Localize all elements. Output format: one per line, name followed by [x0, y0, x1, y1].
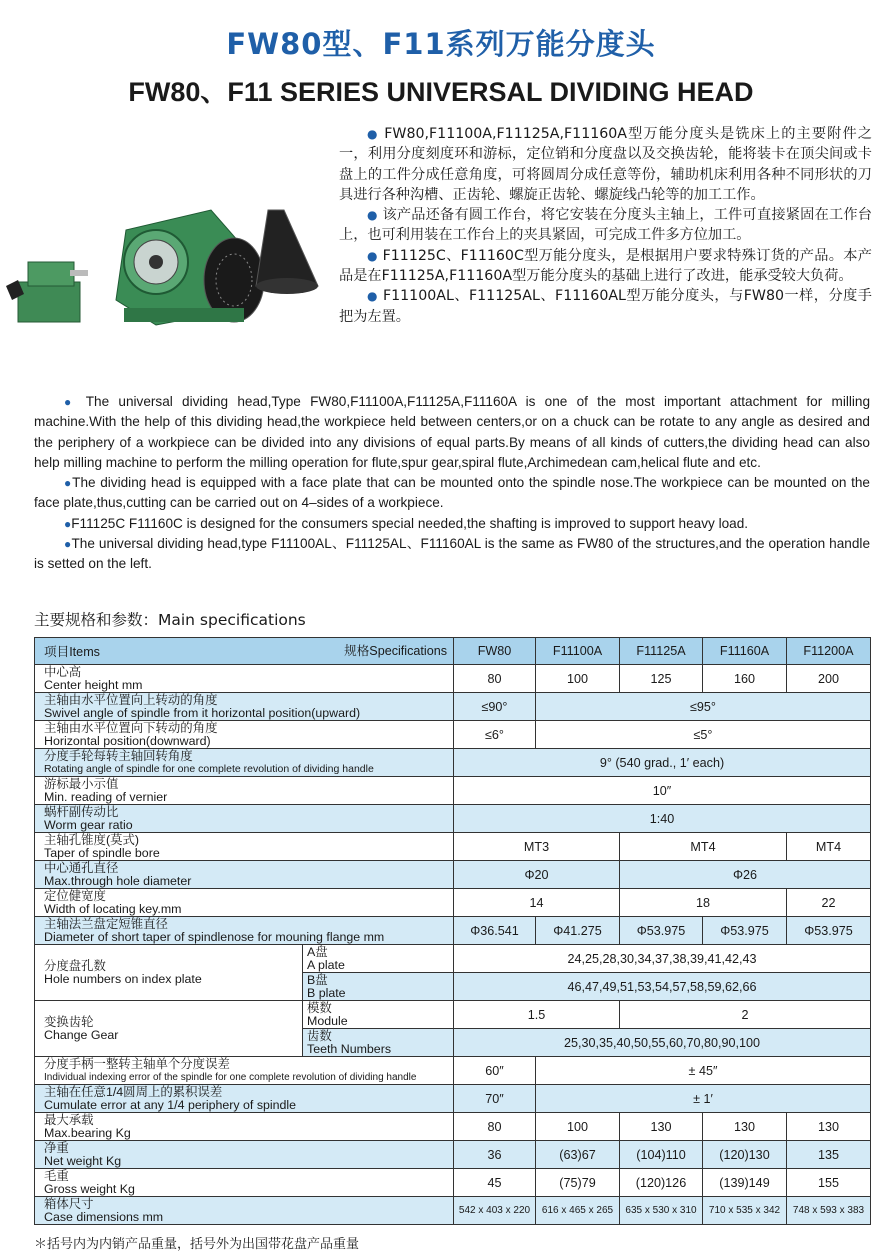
cn-paragraph-4: ● F11100AL、F11125AL、F11160AL型万能分度头，与FW80一样，分度手把为左置。 — [339, 288, 872, 325]
sub-label: 齿数 Teeth Numbers — [303, 1029, 454, 1057]
sub-label: 模数 Module — [303, 1001, 454, 1029]
row-label: 中心通孔直径 Max.through hole diameter — [35, 861, 454, 889]
bullet-icon: ● — [64, 516, 72, 531]
cell: ≤5° — [536, 721, 871, 749]
row-label: 蜗杆副传动比 Worm gear ratio — [35, 805, 454, 833]
cell: 135 — [787, 1141, 871, 1169]
cell: ± 1′ — [536, 1085, 871, 1113]
row-label: 最大承载 Max.bearing Kg — [35, 1113, 454, 1141]
table-row — [35, 693, 871, 721]
cell: 100 — [536, 665, 620, 693]
cell: Φ53.975 — [787, 917, 871, 945]
dividing-head-base — [124, 308, 244, 322]
cell: 36 — [454, 1141, 536, 1169]
en-paragraph-3: ●F11125C F11160C is designed for the consumers special needed,the shafting is improved to support heavy load. — [64, 515, 749, 531]
cell: 1.5 — [454, 1001, 620, 1029]
bullet-icon: ● — [64, 537, 72, 552]
page-title-chinese: FW80型、F11系列万能分度头 — [226, 27, 656, 61]
cell: 45 — [454, 1169, 536, 1197]
cell: 635 x 530 x 310 — [620, 1197, 703, 1225]
cn-paragraph-3: ● F11125C、F11160C型万能分度头，是根据用户要求特殊订货的产品。本产品是在F11125A,F11160A型万能分度头的基础上进行了改进，能承受较大负荷。 — [339, 247, 872, 285]
row-label: 主轴法兰盘定短锥直径 Diameter of short taper of spindlenose for mouning flange mm — [35, 917, 454, 945]
cell: (120)130 — [703, 1141, 787, 1169]
cell: MT4 — [620, 833, 787, 861]
table-row — [35, 917, 871, 945]
spindle-bore — [149, 255, 163, 269]
model-header: F11100A — [536, 638, 620, 665]
cell: 710 x 535 x 342 — [703, 1197, 787, 1225]
row-label: 净重 Net weight Kg — [35, 1141, 454, 1169]
cell: 22 — [787, 889, 871, 917]
cell: 25,30,35,40,50,55,60,70,80,90,100 — [454, 1029, 871, 1057]
cell: MT3 — [454, 833, 620, 861]
bullet-icon: ● — [367, 127, 379, 141]
cell: 130 — [787, 1113, 871, 1141]
cell: 125 — [620, 665, 703, 693]
row-label: 中心高 Center height mm — [35, 665, 454, 693]
table-row — [35, 1141, 871, 1169]
sub-label: A盘 A plate — [303, 945, 454, 973]
model-header: F11160A — [703, 638, 787, 665]
cell: Φ41.275 — [536, 917, 620, 945]
cell: 80 — [454, 1113, 536, 1141]
cell: (104)110 — [620, 1141, 703, 1169]
model-header: F11125A — [620, 638, 703, 665]
row-label: 主轴由水平位置向上转动的角度 Swivel angle of spindle from it horizontal position(upward) — [35, 693, 454, 721]
change-gear-base — [256, 278, 318, 294]
cell: (139)149 — [703, 1169, 787, 1197]
table-row — [35, 1169, 871, 1197]
cell: 200 — [787, 665, 871, 693]
header-specs: 规格Specifications — [344, 644, 447, 658]
cell: 100 — [536, 1113, 620, 1141]
english-description — [34, 392, 870, 575]
table-row — [35, 1057, 871, 1085]
cell: 18 — [620, 889, 787, 917]
row-label: 变换齿轮 Change Gear — [35, 1001, 303, 1057]
sub-label: B盘 B plate — [303, 973, 454, 1001]
cell: 130 — [620, 1113, 703, 1141]
row-label: 分度盘孔数 Hole numbers on index plate — [35, 945, 303, 1001]
table-row — [35, 945, 871, 973]
cell: ≤95° — [536, 693, 871, 721]
cn-paragraph-2: ● 该产品还备有圆工作台，将它安装在分度头主轴上，工件可直接紧固在工作台上，也可利用装在工作台上的夹具紧固，可完成工件多方位加工。 — [339, 207, 872, 244]
header-items-cell — [35, 638, 454, 665]
table-row — [35, 861, 871, 889]
cell: ≤90° — [454, 693, 536, 721]
chinese-description — [339, 124, 872, 327]
bullet-icon: ● — [367, 208, 378, 223]
change-gear-cone — [256, 210, 318, 286]
cell: 46,47,49,51,53,54,57,58,59,62,66 — [454, 973, 871, 1001]
cell: 155 — [787, 1169, 871, 1197]
table-row — [35, 805, 871, 833]
cell: 70″ — [454, 1085, 536, 1113]
cell: 80 — [454, 665, 536, 693]
cell: (75)79 — [536, 1169, 620, 1197]
en-paragraph-1: ● The universal dividing head,Type FW80,F11100A,F11125A,F11160A is one of the most important attachment for milling machine.With the help of this dividing head,the workpiece held between centers,or on a chuck can be rotate to any angle as desired and the periphery of a workpiece can be divided into any divisions of equal parts.By means of all kinds of cutters,the dividing head can also help milling machine to perform the milling operation for flute,spur gear,spiral flute,Archimedean cam,helical flute and etc. — [34, 394, 871, 470]
bullet-icon: ● — [64, 395, 77, 409]
cell: 24,25,28,30,34,37,38,39,41,42,43 — [454, 945, 871, 973]
cell: 542 x 403 x 220 — [454, 1197, 536, 1225]
page-title-english: FW80、F11 SERIES UNIVERSAL DIVIDING HEAD — [128, 77, 754, 107]
cell: 616 x 465 x 265 — [536, 1197, 620, 1225]
table-row — [35, 777, 871, 805]
table-row — [35, 1197, 871, 1225]
cell: (120)126 — [620, 1169, 703, 1197]
cell: 130 — [703, 1113, 787, 1141]
header-items: 项目Items — [44, 645, 100, 659]
table-row — [35, 721, 871, 749]
row-label: 定位健宽度 Width of locating key.mm — [35, 889, 454, 917]
row-label: 主轴孔锥度(莫式) Taper of spindle bore — [35, 833, 454, 861]
row-label: 主轴在任意1/4圆周上的累积误差 Cumulate error at any 1/4 periphery of spindle — [35, 1085, 454, 1113]
tailstock-base — [18, 282, 80, 322]
cell: 10″ — [454, 777, 871, 805]
en-paragraph-2: ●The dividing head is equipped with a face plate that can be mounted onto the spindle nose.The workpiece can be mounted on the face plate,thus,cutting can be carried out on 4–sides of a workpiece. — [34, 475, 870, 511]
table-row — [35, 1113, 871, 1141]
model-header: F11200A — [787, 638, 871, 665]
table-header-row — [35, 638, 871, 665]
table-row — [35, 665, 871, 693]
cn-paragraph-1: ● FW80,F11100A,F11125A,F11160A型万能分度头是铣床上的主要附件之一，利用分度刻度环和游标，定位销和分度盘以及交换齿轮，能将装卡在顶尖间或卡盘上的工件分成任意角度，可将圆周分成任意等份，辅助机床利用各种不同形状的刀具进行各种沟槽、正齿轮、螺旋正齿轮、螺旋线凸轮等的加工工作。 — [339, 126, 872, 203]
cell: 2 — [620, 1001, 871, 1029]
cell: 14 — [454, 889, 620, 917]
table-row — [35, 833, 871, 861]
row-label: 主轴由水平位置向下转动的角度 Horizontal position(downward) — [35, 721, 454, 749]
cell: Φ20 — [454, 861, 620, 889]
cell: Φ26 — [620, 861, 871, 889]
cell: ± 45″ — [536, 1057, 871, 1085]
en-paragraph-4: ●The universal dividing head,type F11100AL、F11125AL、F11160AL is the same as FW80 of the structures,and the operation handle is setted on the left. — [34, 536, 870, 572]
cell: 60″ — [454, 1057, 536, 1085]
tailstock-center — [70, 270, 88, 276]
cell: ≤6° — [454, 721, 536, 749]
cell: MT4 — [787, 833, 871, 861]
table-row — [35, 1001, 871, 1029]
spec-table — [34, 637, 871, 1225]
tailstock-top — [28, 262, 74, 286]
bullet-icon: ● — [367, 248, 378, 263]
bullet-icon: ● — [367, 289, 378, 304]
cell: Φ53.975 — [703, 917, 787, 945]
cell: 1:40 — [454, 805, 871, 833]
table-row — [35, 889, 871, 917]
cell: 160 — [703, 665, 787, 693]
table-row — [35, 749, 871, 777]
row-label: 分度手柄一整转主轴单个分度误差 Individual indexing error of the spindle for one complete revolution of dividing handle — [35, 1057, 454, 1085]
bullet-icon: ● — [64, 476, 73, 491]
model-header: FW80 — [454, 638, 536, 665]
cell: 9° (540 grad., 1′ each) — [454, 749, 871, 777]
row-label: 毛重 Gross weight Kg — [35, 1169, 454, 1197]
row-label: 分度手轮每转主轴回转角度 Rotating angle of spindle for one complete revolution of dividing handle — [35, 749, 454, 777]
footnote: ＊括号内为内销产品重量，括号外为出国带花盘产品重量 — [34, 1237, 360, 1252]
dividing-head-product-image — [6, 190, 332, 350]
cell: 748 x 593 x 383 — [787, 1197, 871, 1225]
row-label: 箱体尺寸 Case dimensions mm — [35, 1197, 454, 1225]
spec-heading: 主要规格和参数：Main specifications — [34, 611, 306, 629]
row-label: 游标最小示值 Min. reading of vernier — [35, 777, 454, 805]
cell: Φ36.541 — [454, 917, 536, 945]
cell: (63)67 — [536, 1141, 620, 1169]
cell: Φ53.975 — [620, 917, 703, 945]
table-row — [35, 1085, 871, 1113]
